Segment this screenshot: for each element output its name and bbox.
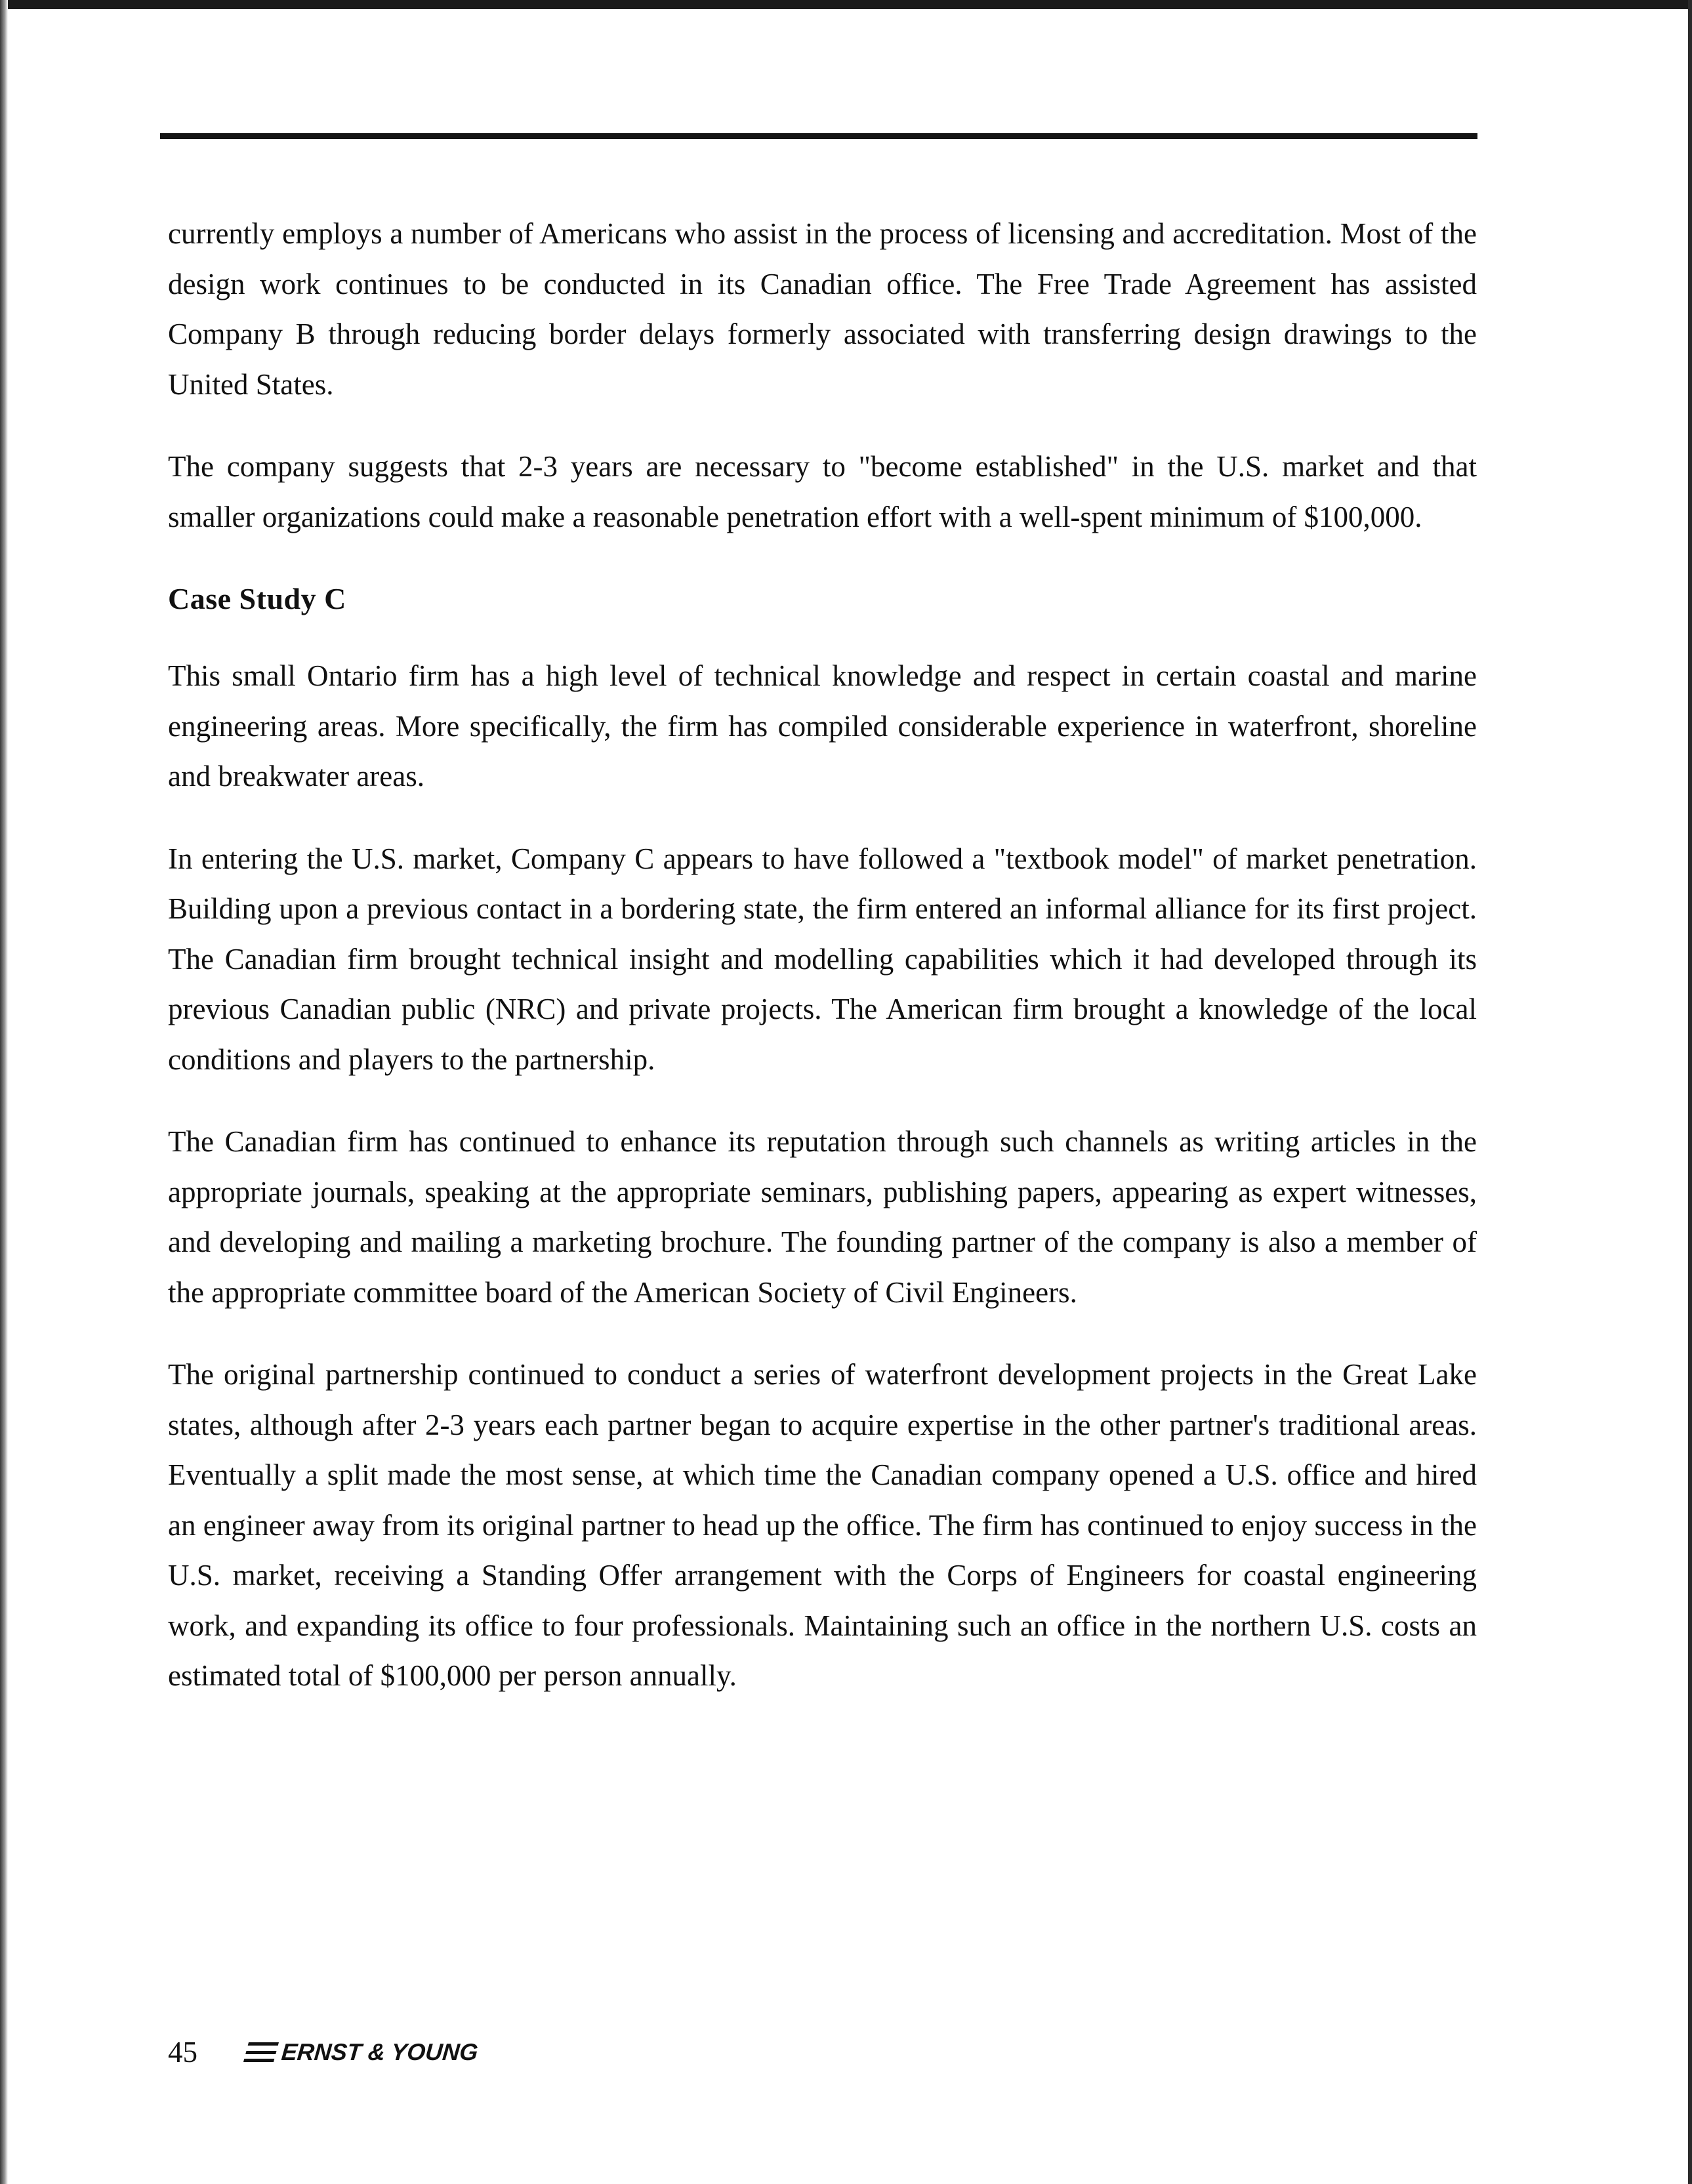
section-heading: Case Study C — [168, 582, 346, 615]
page-footer — [168, 2026, 478, 2078]
body-paragraph: The original partnership continued to conduct a series of waterfront development projects in the Great Lake states, although after 2-3 years each partner began to acquire expertise in the other partner's traditional areas. Eventually a split made the most sense, at which time the Canadian company opened a U.S. office and hired an engineer away from its original partner to head up the office. The firm has continued to enjoy success in the U.S. market, receiving a Standing Offer arrangement with the Corps of Engineers for coastal engineering work, and expanding its office to four professionals. Maintaining such an office in the northern U.S. costs an estimated total of $100,000 per person annually. — [168, 1358, 1477, 1692]
body-paragraph: This small Ontario firm has a high level of technical knowledge and respect in certain coastal and marine engineering areas. More specifically, the firm has compiled considerable experience in waterfront, shoreline and breakwater areas. — [168, 659, 1477, 793]
body-paragraph: currently employs a number of Americans who assist in the process of licensing and accreditation. Most of the design work continues to be conducted in its Canadian office. The Free Trade Agreement has assisted Company B through reducing border delays formerly associated with transferring design drawings to the United States. — [168, 217, 1477, 401]
scan-edge-left — [0, 0, 8, 2184]
logo-text: ERNST & YOUNG — [280, 2038, 480, 2065]
scan-edge-right — [1688, 0, 1692, 2184]
body-paragraph: The company suggests that 2-3 years are necessary to "become established" in the U.S. market and that smaller organizations could make a reasonable penetration effort with a well-spent minimum of $100,000. — [168, 450, 1477, 533]
page-body — [168, 209, 1477, 1733]
scan-edge-top — [0, 0, 1692, 9]
ernst-young-logo — [246, 2038, 478, 2066]
body-paragraph: The Canadian firm has continued to enhance its reputation through such channels as writing articles in the appropriate journals, speaking at the appropriate seminars, publishing papers, appearing as expert witnesses, and developing and mailing a marketing brochure. The founding partner of the company is also a member of the appropriate committee board of the American Society of Civil Engineers. — [168, 1125, 1477, 1309]
page-number: 45 — [168, 2036, 197, 2069]
ernst-young-logo-icon — [243, 2042, 279, 2062]
header-rule — [160, 133, 1477, 139]
body-paragraph: In entering the U.S. market, Company C appears to have followed a "textbook model" of market penetration. Building upon a previous contact in a bordering state, the firm entered an informal alliance for its first project. The Canadian firm brought technical insight and modelling capabilities which it had developed through its previous Canadian public (NRC) and private projects. The American firm brought a knowledge of the local conditions and players to the partnership. — [168, 842, 1477, 1076]
